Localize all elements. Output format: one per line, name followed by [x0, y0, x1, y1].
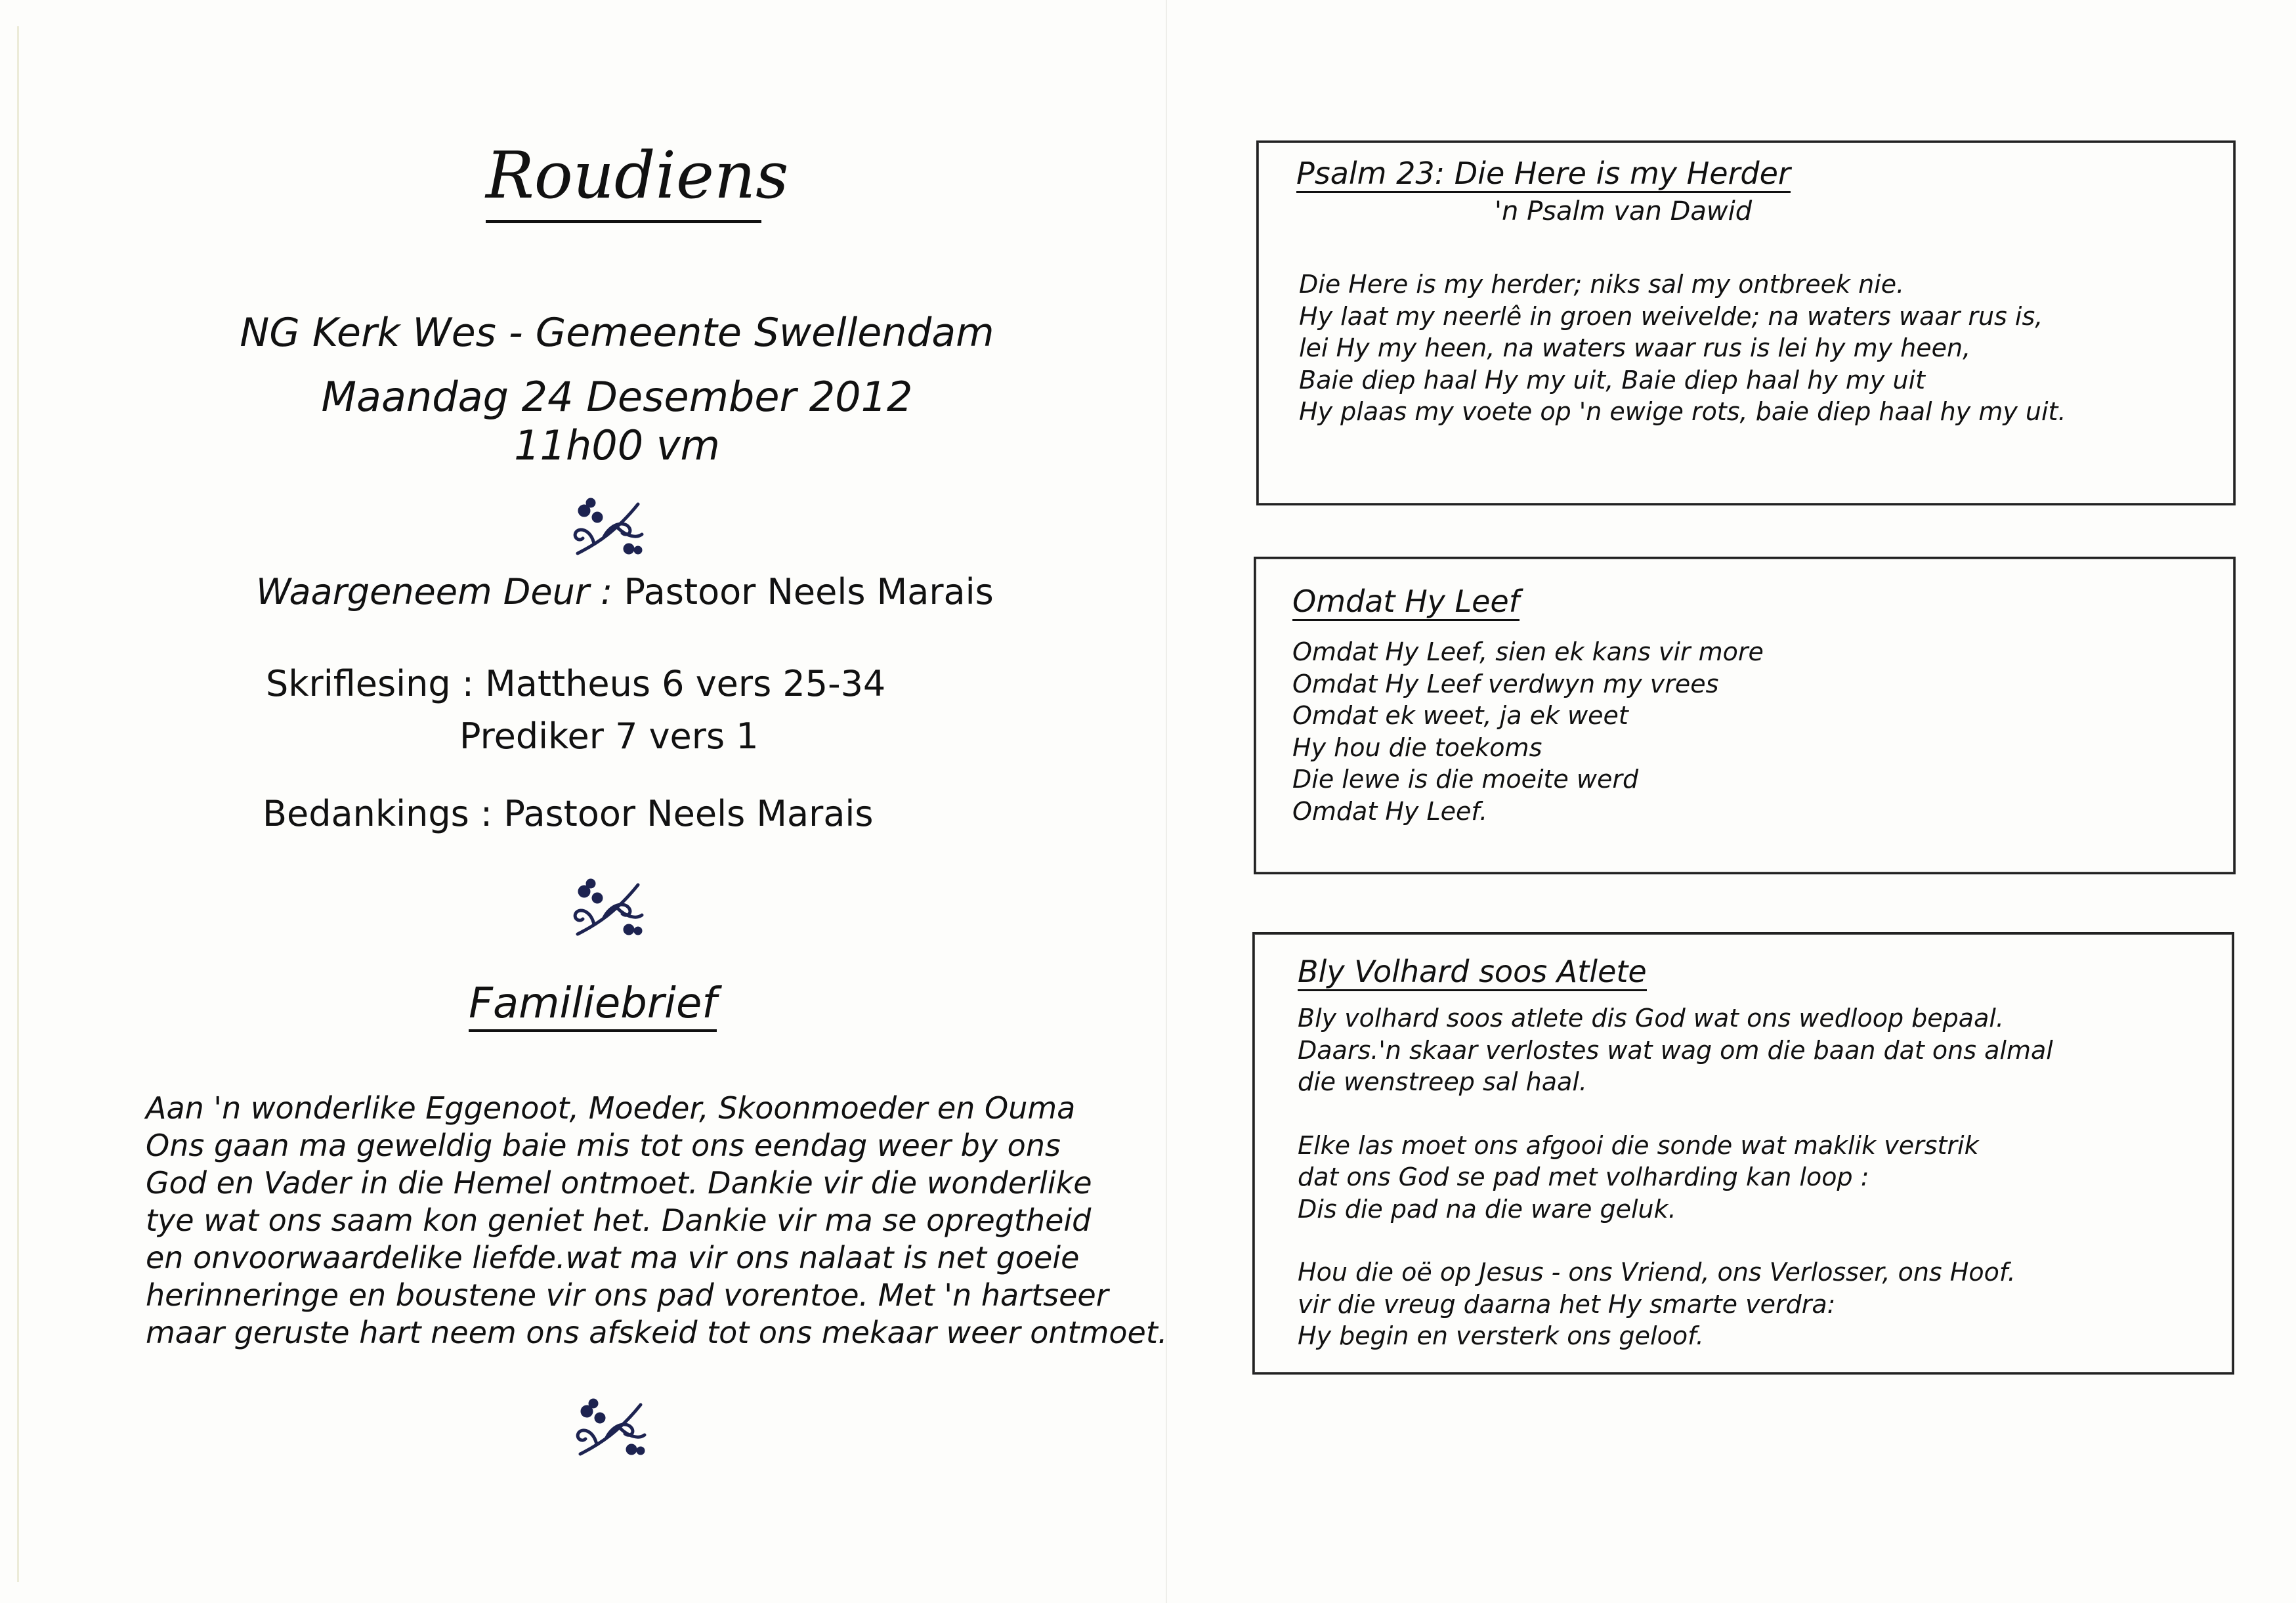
scripture-label: Skriflesing : — [266, 663, 474, 704]
psalm-title — [1296, 156, 1791, 191]
song-line: Omdat Hy Leef verdwyn my vrees — [1292, 669, 1719, 698]
officiated-line — [256, 571, 994, 612]
song-line: vir die vreug daarna het Hy smarte verdra: — [1298, 1289, 1836, 1319]
family-letter-line: Aan 'n wonderlike Eggenoot, Moeder, Skoonmoeder en Ouma — [146, 1090, 1076, 1126]
church-name: NG Kerk Wes - Gemeente Swellendam — [240, 310, 994, 356]
scripture-line — [266, 663, 885, 704]
family-letter-title — [0, 979, 1185, 1028]
song-line: Hy hou die toekoms — [1292, 733, 1542, 762]
song-line: Hou die oë op Jesus - ons Vriend, ons Verlosser, ons Hoof. — [1298, 1258, 2016, 1287]
scripture-value-2: Prediker 7 vers 1 — [459, 716, 759, 757]
psalm-line: lei Hy my heen, na waters waar rus is lei hy my heen, — [1299, 333, 1971, 362]
song-omdat-hy-leef-box — [1254, 557, 2236, 874]
song-line: Elke las moet ons afgooi die sonde wat maklik verstrik — [1298, 1130, 1979, 1160]
song-line: Die lewe is die moeite werd — [1292, 765, 1639, 794]
thanks-label: Bedankings : — [263, 793, 493, 834]
family-letter-line: Ons gaan ma geweldig baie mis tot ons eendag weer by ons — [146, 1128, 1061, 1163]
family-letter-line: tye wat ons saam kon geniet het. Dankie vir ma se opregtheid — [146, 1203, 1092, 1238]
officiated-label: Waargeneem Deur : — [256, 571, 613, 612]
family-letter-body — [146, 1090, 1168, 1352]
family-letter-title-text: Familiebrief — [469, 979, 717, 1032]
service-time: 11h00 vm — [514, 421, 720, 469]
thanks-value: Pastoor Neels Marais — [503, 793, 874, 834]
song-line: Omdat ek weet, ja ek weet — [1292, 701, 1628, 730]
psalm-subtitle: 'n Psalm van Dawid — [1495, 196, 1753, 226]
floral-ornament-icon — [567, 1392, 652, 1464]
service-date: Maandag 24 Desember 2012 — [321, 373, 913, 421]
thanks-line — [263, 793, 874, 834]
song-line: die wenstreep sal haal. — [1298, 1067, 1587, 1096]
song-title-text: Bly Volhard soos Atlete — [1298, 954, 1647, 991]
page-title: Roudiens — [486, 141, 761, 223]
psalm-line: Hy plaas my voete op 'n ewige rots, baie diep haal hy my uit. — [1299, 397, 2066, 426]
scripture-value-1: Mattheus 6 vers 25-34 — [485, 663, 886, 704]
officiated-value: Pastoor Neels Marais — [624, 571, 994, 612]
family-letter-line: God en Vader in die Hemel ontmoet. Dankie vir die wonderlike — [146, 1165, 1092, 1201]
psalm-title-text: Psalm 23: Die Here is my Herder — [1296, 156, 1791, 193]
song-title — [1292, 584, 1520, 619]
floral-ornament-icon — [564, 872, 650, 944]
family-letter-line: en onvoorwaardelike liefde.wat ma vir ons nalaat is net goeie — [146, 1240, 1080, 1275]
psalm-box — [1256, 140, 2236, 505]
song-title — [1298, 954, 1647, 989]
song-line: Dis die pad na die ware geluk. — [1298, 1194, 1676, 1224]
psalm-line: Hy laat my neerlê in groen weivelde; na waters waar rus is, — [1299, 301, 2043, 331]
song-line: Hy begin en versterk ons geloof. — [1298, 1321, 1704, 1350]
song-text — [1298, 1002, 2053, 1352]
song-line: Bly volhard soos atlete dis God wat ons wedloop bepaal. — [1298, 1004, 2005, 1033]
song-bly-volhard-box — [1252, 932, 2234, 1375]
psalm-text — [1299, 268, 2066, 428]
psalm-line: Baie diep haal Hy my uit, Baie diep haal hy my uit — [1299, 365, 1926, 395]
song-title-text: Omdat Hy Leef — [1292, 584, 1520, 621]
song-line: Daars.'n skaar verlostes wat wag om die baan dat ons almal — [1298, 1035, 2053, 1065]
song-text — [1292, 636, 1764, 827]
floral-ornament-icon — [564, 491, 650, 563]
song-line: Omdat Hy Leef, sien ek kans vir more — [1292, 637, 1764, 666]
family-letter-line: herinneringe en boustene vir ons pad vorentoe. Met 'n hartseer — [146, 1277, 1109, 1313]
song-line: dat ons God se pad met volharding kan loop : — [1298, 1163, 1869, 1191]
family-letter-line: maar geruste hart neem ons afskeid tot ons mekaar weer ontmoet. — [146, 1315, 1168, 1350]
psalm-line: Die Here is my herder; niks sal my ontbreek nie. — [1299, 270, 1905, 299]
song-line: Omdat Hy Leef. — [1292, 796, 1488, 826]
